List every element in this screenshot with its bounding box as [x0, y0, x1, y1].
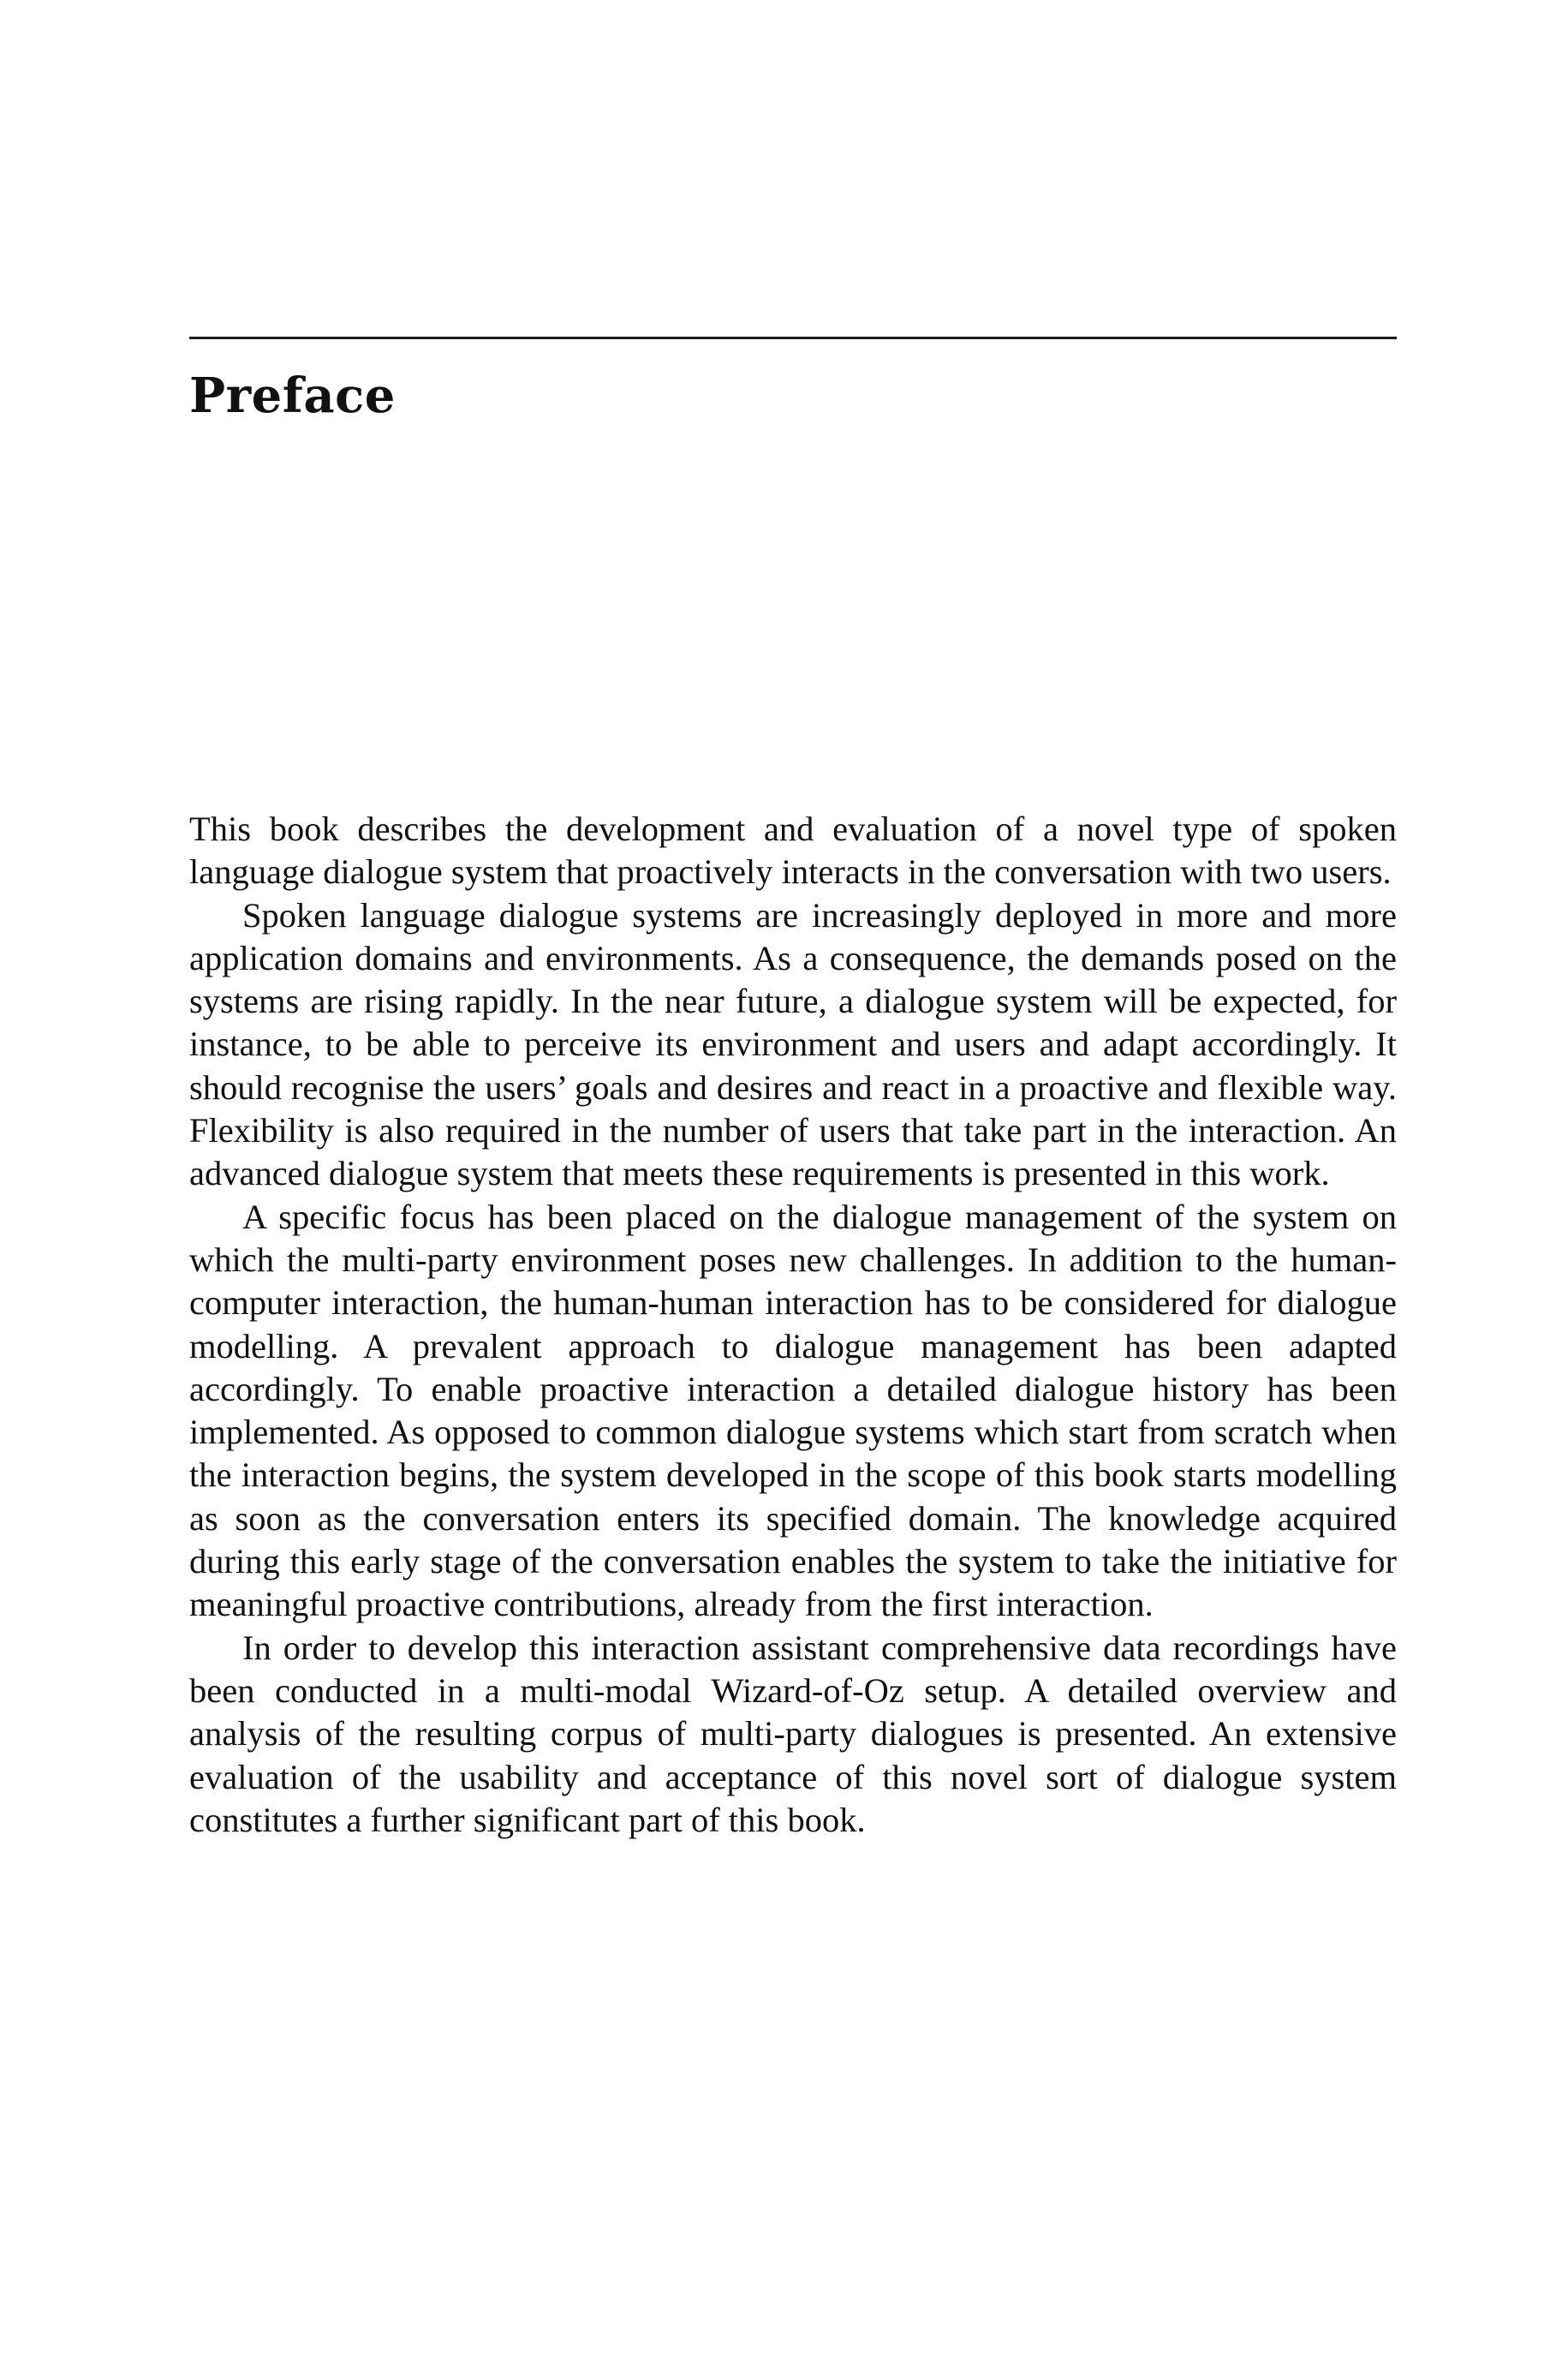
- paragraph-3: A specific focus has been placed on the dialogue management of the system on which the multi-party environment poses new challenges. In addition to the human-computer interaction, the human-human interaction has to be considered for dialogue modelling. A prevalent approach to dialogue management has been adapted accordingly. To enable proactive interaction a detailed dialogue history has been implemented. As opposed to common dialogue systems which start from scratch when the interaction begins, the system developed in the scope of this book starts modelling as soon as the conversation enters its specified domain. The knowledge acquired during this early stage of the conversation enables the system to take the initiative for meaningful proactive contributions, already from the first interaction.: [189, 1197, 1397, 1624]
- chapter-title: Preface: [189, 367, 396, 424]
- paragraph-4: In order to develop this interaction assistant comprehensive data recordings have been conducted in a multi-modal Wizard-of-Oz setup. A detailed overview and analysis of the resulting corpus of multi-party dialogues is presented. An extensive evaluation of the usability and acceptance of this novel sort of dialogue system constitutes a further significant part of this book.: [189, 1628, 1397, 1839]
- preface-body: [189, 808, 1397, 1842]
- paragraph-2: Spoken language dialogue systems are increasingly deployed in more and more application domains and environments. As a consequence, the demands posed on the systems are rising rapidly. In the near future, a dialogue system will be expected, for instance, to be able to perceive its environment and users and adapt accordingly. It should recognise the users’ goals and desires and react in a proactive and flexible way. Flexibility is also required in the number of users that take part in the interaction. An advanced dialogue system that meets these requirements is presented in this work.: [189, 895, 1397, 1193]
- paragraph-1: This book describes the development and evaluation of a novel type of spoken language dialogue system that proactively interacts in the conversation with two users.: [189, 810, 1397, 892]
- chapter-top-rule: [189, 337, 1397, 339]
